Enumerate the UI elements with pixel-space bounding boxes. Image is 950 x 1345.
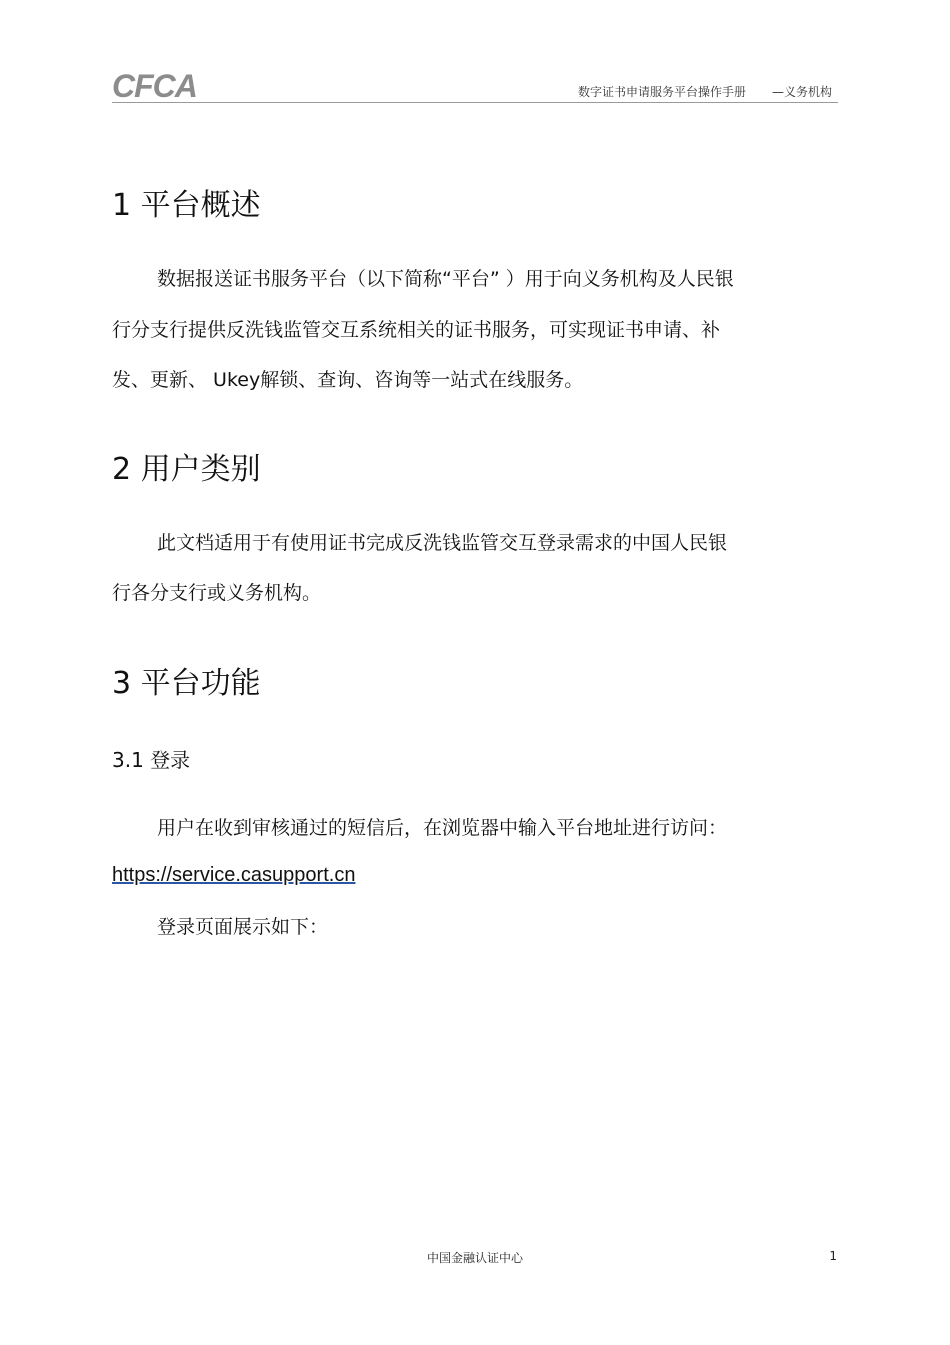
section-3-heading: 3 平台功能 <box>112 666 261 701</box>
cfca-logo: CFCA <box>112 68 197 104</box>
section-1-paragraph-line: 数据报送证书服务平台（以下简称“平台” ）用于向义务机构及人民银 <box>157 268 734 290</box>
section-1-paragraph-line: 发、更新、 Ukey解锁、查询、咨询等一站式在线服务。 <box>112 369 584 391</box>
page-number: 1 <box>829 1249 837 1263</box>
section-2-paragraph-line: 此文档适用于有使用证书完成反洗钱监管交互登录需求的中国人民银 <box>157 532 728 554</box>
header-subtitle: —义务机构 <box>771 85 832 99</box>
section-2-paragraph-line: 行各分支行或义务机构。 <box>112 582 322 604</box>
section-1-heading: 1 平台概述 <box>112 188 261 223</box>
section-2-heading: 2 用户类别 <box>112 452 261 487</box>
header-title: 数字证书申请服务平台操作手册 <box>577 85 746 99</box>
section-1-paragraph-line: 行分支行提供反洗钱监管交互系统相关的证书服务，可实现证书申请、补 <box>112 319 721 341</box>
page-header <box>112 62 838 103</box>
section-3-1-paragraph: 用户在收到审核通过的短信后，在浏览器中输入平台地址进行访问： <box>157 817 728 839</box>
section-3-1-paragraph: 登录页面展示如下： <box>157 916 329 938</box>
section-3-1-heading: 3.1 登录 <box>112 748 191 772</box>
footer-organization: 中国金融认证中心 <box>426 1251 523 1265</box>
platform-url-link[interactable]: https://service.casupport.cn <box>112 864 356 886</box>
